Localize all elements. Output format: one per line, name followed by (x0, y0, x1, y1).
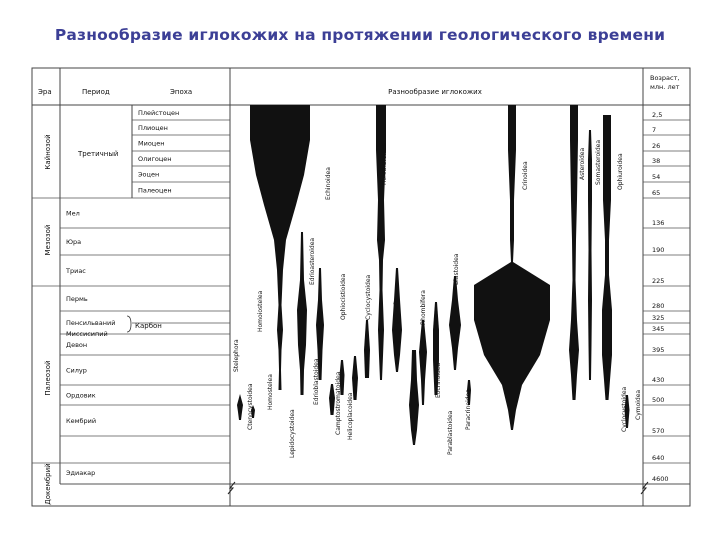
diversity-spindle (297, 232, 307, 395)
header-period: Период (82, 88, 110, 96)
diversity-spindle (449, 276, 461, 370)
epoch-label: Эоцен (138, 170, 160, 179)
diversity-spindle (237, 394, 243, 420)
age-label: 430 (652, 376, 665, 384)
period-label: Пермь (66, 295, 88, 303)
age-label: 190 (652, 246, 665, 254)
period-carboniferous: Карбон (135, 322, 162, 330)
taxon-label: Homoiostelea (257, 290, 264, 332)
age-label: 570 (652, 427, 665, 435)
age-label: 2,5 (652, 111, 663, 119)
era-label-precambrian: Докембрий (44, 463, 52, 505)
period-label: Пенсильваний (66, 319, 116, 327)
page-title: Разнообразие иглокожих на протяжении геологического времени (54, 26, 666, 44)
taxon-label: Edrioblastoidea (313, 358, 320, 405)
period-label: Юра (66, 238, 82, 246)
header-age: Возраст, млн. лет (650, 74, 680, 91)
taxon-label: Ophiocistioidea (340, 273, 347, 320)
age-label: 500 (652, 396, 665, 404)
age-label: 395 (652, 346, 665, 354)
taxon-label: Stelephora (233, 339, 240, 372)
taxon-label: Holothuroidea (381, 142, 388, 185)
epoch-label: Миоцен (138, 139, 165, 148)
period-label: Девон (66, 341, 88, 349)
age-labels (652, 111, 669, 483)
header-diversity: Разнообразие иглокожих (388, 88, 482, 96)
taxon-label: Parablastoidea (447, 410, 454, 455)
period-label: Триас (66, 267, 86, 275)
taxon-label: Paracrinoidea (465, 389, 472, 430)
age-label: 65 (652, 189, 661, 197)
diversity-spindle (364, 320, 370, 378)
age-label: 7 (652, 126, 657, 134)
epoch-label: Плиоцен (138, 124, 168, 132)
taxon-label: Camptostromatoidea (335, 371, 342, 435)
diversity-spindle (419, 320, 427, 405)
epoch-label: Палеоцен (138, 186, 172, 195)
taxon-label: Ctenocystoidea (247, 383, 254, 430)
diversity-spindle (569, 105, 579, 400)
taxon-label: Cymoidea (635, 389, 642, 420)
era-label-paleozoic: Палеозой (44, 360, 52, 396)
diversity-spindle (474, 105, 550, 430)
taxon-label: Diploporita (393, 296, 400, 330)
taxon-label: Ophiuroidea (617, 153, 624, 190)
taxon-label: Asteroidea (579, 147, 586, 180)
age-label: 38 (652, 157, 661, 165)
taxon-label: Echinoidea (325, 167, 332, 200)
taxon-label: Helicoplacoidea (347, 392, 354, 440)
header-era: Эра (38, 88, 52, 96)
taxon-label: Cyclocystoidea (621, 386, 628, 432)
diversity-spindle (588, 130, 592, 380)
taxon-label: Somasteroidea (595, 139, 602, 185)
taxon-label: Homostelea (267, 374, 274, 410)
epoch-label: Плейстоцен (138, 109, 180, 117)
period-label: Мел (66, 209, 80, 218)
age-label: 54 (652, 173, 661, 181)
period-tertiary: Третичный (78, 150, 119, 158)
diversity-spindles (237, 105, 630, 445)
epoch-label: Олигоцен (138, 155, 172, 163)
age-label: 280 (652, 302, 665, 310)
period-label: Ордовик (66, 391, 96, 400)
period-label: Эдиакар (66, 469, 96, 477)
period-labels (65, 210, 115, 478)
diversity-spindle (409, 350, 419, 445)
diversity-spindle (602, 115, 612, 400)
age-label: 225 (652, 277, 665, 285)
carboniferous-bracket (127, 316, 131, 332)
taxon-label: Eocrinoidea (435, 362, 442, 398)
taxon-label: Blastoidea (453, 253, 460, 285)
age-label: 136 (652, 219, 665, 227)
taxon-label: Edrioasteroidea (309, 237, 316, 285)
age-label: 4600 (652, 475, 669, 483)
taxon-label: Crinoidea (522, 161, 529, 190)
taxon-label: Rhombifera (420, 290, 427, 325)
taxon-label: Cyclocystoidea (365, 274, 372, 320)
age-label: 26 (652, 142, 661, 150)
period-label: Миссисипий (66, 330, 108, 338)
header-epoch: Эпоха (170, 88, 193, 96)
period-label: Силур (66, 366, 87, 375)
era-label-mesozoic: Мезозой (44, 224, 52, 256)
age-label: 640 (652, 454, 665, 462)
age-label: 325 (652, 314, 665, 322)
era-label-cenozoic: Кайнозой (44, 134, 52, 170)
age-label: 345 (652, 325, 665, 333)
taxon-label: Lepidocystoidea (289, 409, 296, 458)
period-label: Кембрий (66, 417, 97, 425)
